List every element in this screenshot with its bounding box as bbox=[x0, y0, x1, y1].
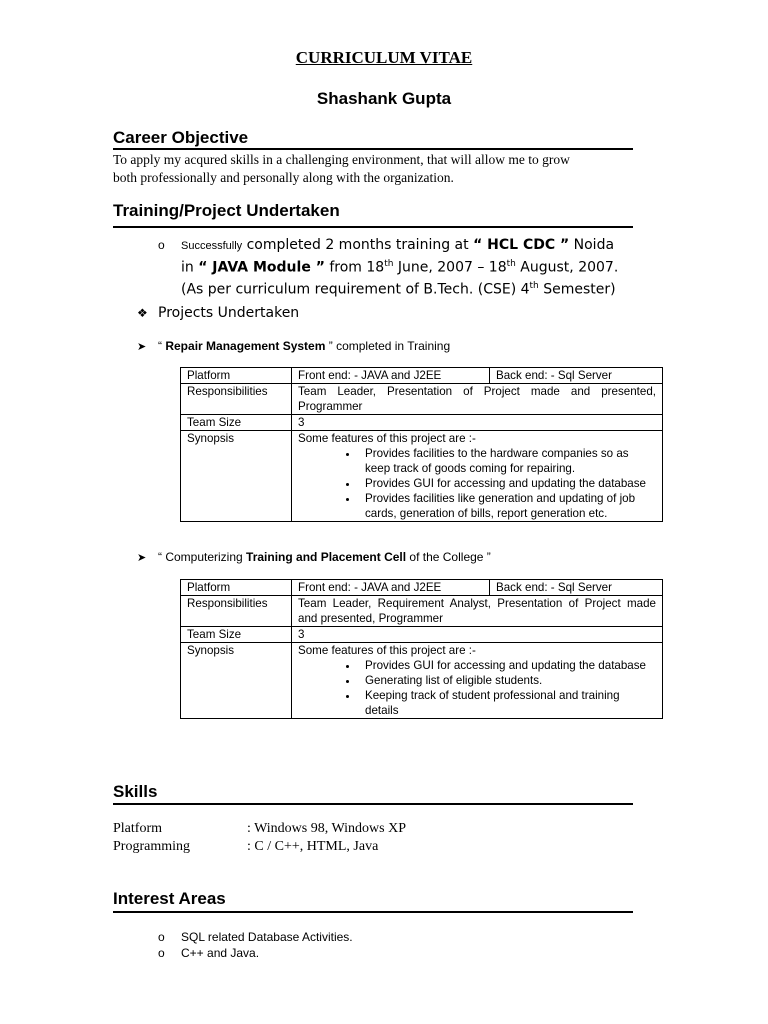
table-row bbox=[181, 643, 663, 719]
training-line-3: (As per curriculum requirement of B.Tech. (CSE) 4th Semester) bbox=[181, 280, 616, 298]
candidate-name: Shashank Gupta bbox=[316, 89, 452, 108]
synopsis-intro: Some features of this project are :- bbox=[298, 432, 476, 445]
document-title: CURRICULUM VITAE bbox=[295, 48, 473, 67]
list-item: • Provides GUI for accessing and updating the database bbox=[359, 658, 656, 673]
table-row bbox=[181, 627, 663, 643]
skills-heading: Skills bbox=[113, 782, 158, 801]
skills-programming-label: Programming bbox=[113, 839, 190, 854]
training-line-2: in “ JAVA Module ” from 18th June, 2007 – 18th August, 2007. bbox=[181, 259, 619, 276]
career-objective-heading: Career Objective bbox=[113, 128, 249, 147]
responsibilities-cell: Team Leader, Presentation of Project made and presented, Programmer bbox=[292, 384, 663, 415]
section-rule bbox=[113, 911, 633, 913]
section-rule bbox=[113, 148, 633, 150]
team-size-cell: 3 bbox=[292, 415, 663, 431]
training-bullet: o bbox=[158, 238, 165, 252]
back-end-cell: Back end: - Sql Server bbox=[490, 580, 663, 596]
synopsis-label: Synopsis bbox=[181, 643, 292, 719]
arrow-bullet-icon: ➤ bbox=[137, 341, 147, 353]
synopsis-cell bbox=[292, 643, 663, 719]
team-size-label: Team Size bbox=[181, 627, 292, 643]
back-end-cell: Back end: - Sql Server bbox=[490, 368, 663, 384]
table-row bbox=[181, 580, 663, 596]
feature-list bbox=[298, 446, 656, 521]
responsibilities-label: Responsibilities bbox=[181, 384, 292, 415]
diamond-bullet-icon: ❖ bbox=[137, 306, 148, 320]
platform-label: Platform bbox=[181, 580, 292, 596]
training-details bbox=[181, 236, 681, 298]
training-line-1: Successfully completed 2 months training at “ HCL CDC ” Noida bbox=[181, 237, 615, 253]
table-row bbox=[181, 596, 663, 627]
feature-list bbox=[298, 658, 656, 718]
table-row bbox=[181, 431, 663, 522]
synopsis-cell bbox=[292, 431, 663, 522]
arrow-bullet-icon: ➤ bbox=[137, 552, 147, 564]
training-heading: Training/Project Undertaken bbox=[113, 201, 340, 220]
list-item: • Keeping track of student professional and training details bbox=[359, 688, 656, 718]
project-1-title: “ Repair Management System ” completed in Training bbox=[158, 339, 451, 353]
project-1-table bbox=[180, 367, 663, 522]
section-rule bbox=[113, 803, 633, 805]
list-bullet: o bbox=[158, 946, 165, 960]
interest-item: C++ and Java. bbox=[181, 946, 260, 960]
synopsis-intro: Some features of this project are :- bbox=[298, 644, 476, 657]
interest-areas-heading: Interest Areas bbox=[113, 889, 226, 908]
section-rule bbox=[113, 226, 633, 228]
responsibilities-label: Responsibilities bbox=[181, 596, 292, 627]
responsibilities-cell: Team Leader, Requirement Analyst, Presentation of Project made and presented, Programmer bbox=[292, 596, 663, 627]
front-end-cell: Front end: - JAVA and J2EE bbox=[292, 580, 490, 596]
synopsis-label: Synopsis bbox=[181, 431, 292, 522]
career-objective-text bbox=[113, 151, 643, 187]
table-row bbox=[181, 415, 663, 431]
front-end-cell: Front end: - JAVA and J2EE bbox=[292, 368, 490, 384]
career-line-1: To apply my acqured skills in a challenging environment, that will allow me to grow bbox=[113, 152, 570, 167]
platform-label: Platform bbox=[181, 368, 292, 384]
table-row bbox=[181, 384, 663, 415]
skills-platform-value: : Windows 98, Windows XP bbox=[247, 821, 406, 836]
table-row bbox=[181, 368, 663, 384]
career-line-2: both professionally and personally along with the organization. bbox=[113, 170, 454, 185]
project-2-table bbox=[180, 579, 663, 719]
skills-programming-value: : C / C++, HTML, Java bbox=[247, 839, 379, 854]
list-bullet: o bbox=[158, 930, 165, 944]
skills-platform-label: Platform bbox=[113, 821, 162, 836]
team-size-cell: 3 bbox=[292, 627, 663, 643]
projects-heading: Projects Undertaken bbox=[158, 305, 300, 321]
list-item: • Provides GUI for accessing and updating the database bbox=[359, 476, 656, 491]
team-size-label: Team Size bbox=[181, 415, 292, 431]
interest-item: SQL related Database Activities. bbox=[181, 930, 353, 944]
list-item: • Generating list of eligible students. bbox=[359, 673, 656, 688]
list-item: • Provides facilities like generation and updating of job cards, generation of bills, report generation etc. bbox=[359, 491, 656, 521]
list-item: • Provides facilities to the hardware companies so as keep track of goods coming for repairing. bbox=[359, 446, 656, 476]
project-2-title: “ Computerizing Training and Placement Cell of the College ” bbox=[158, 550, 491, 564]
